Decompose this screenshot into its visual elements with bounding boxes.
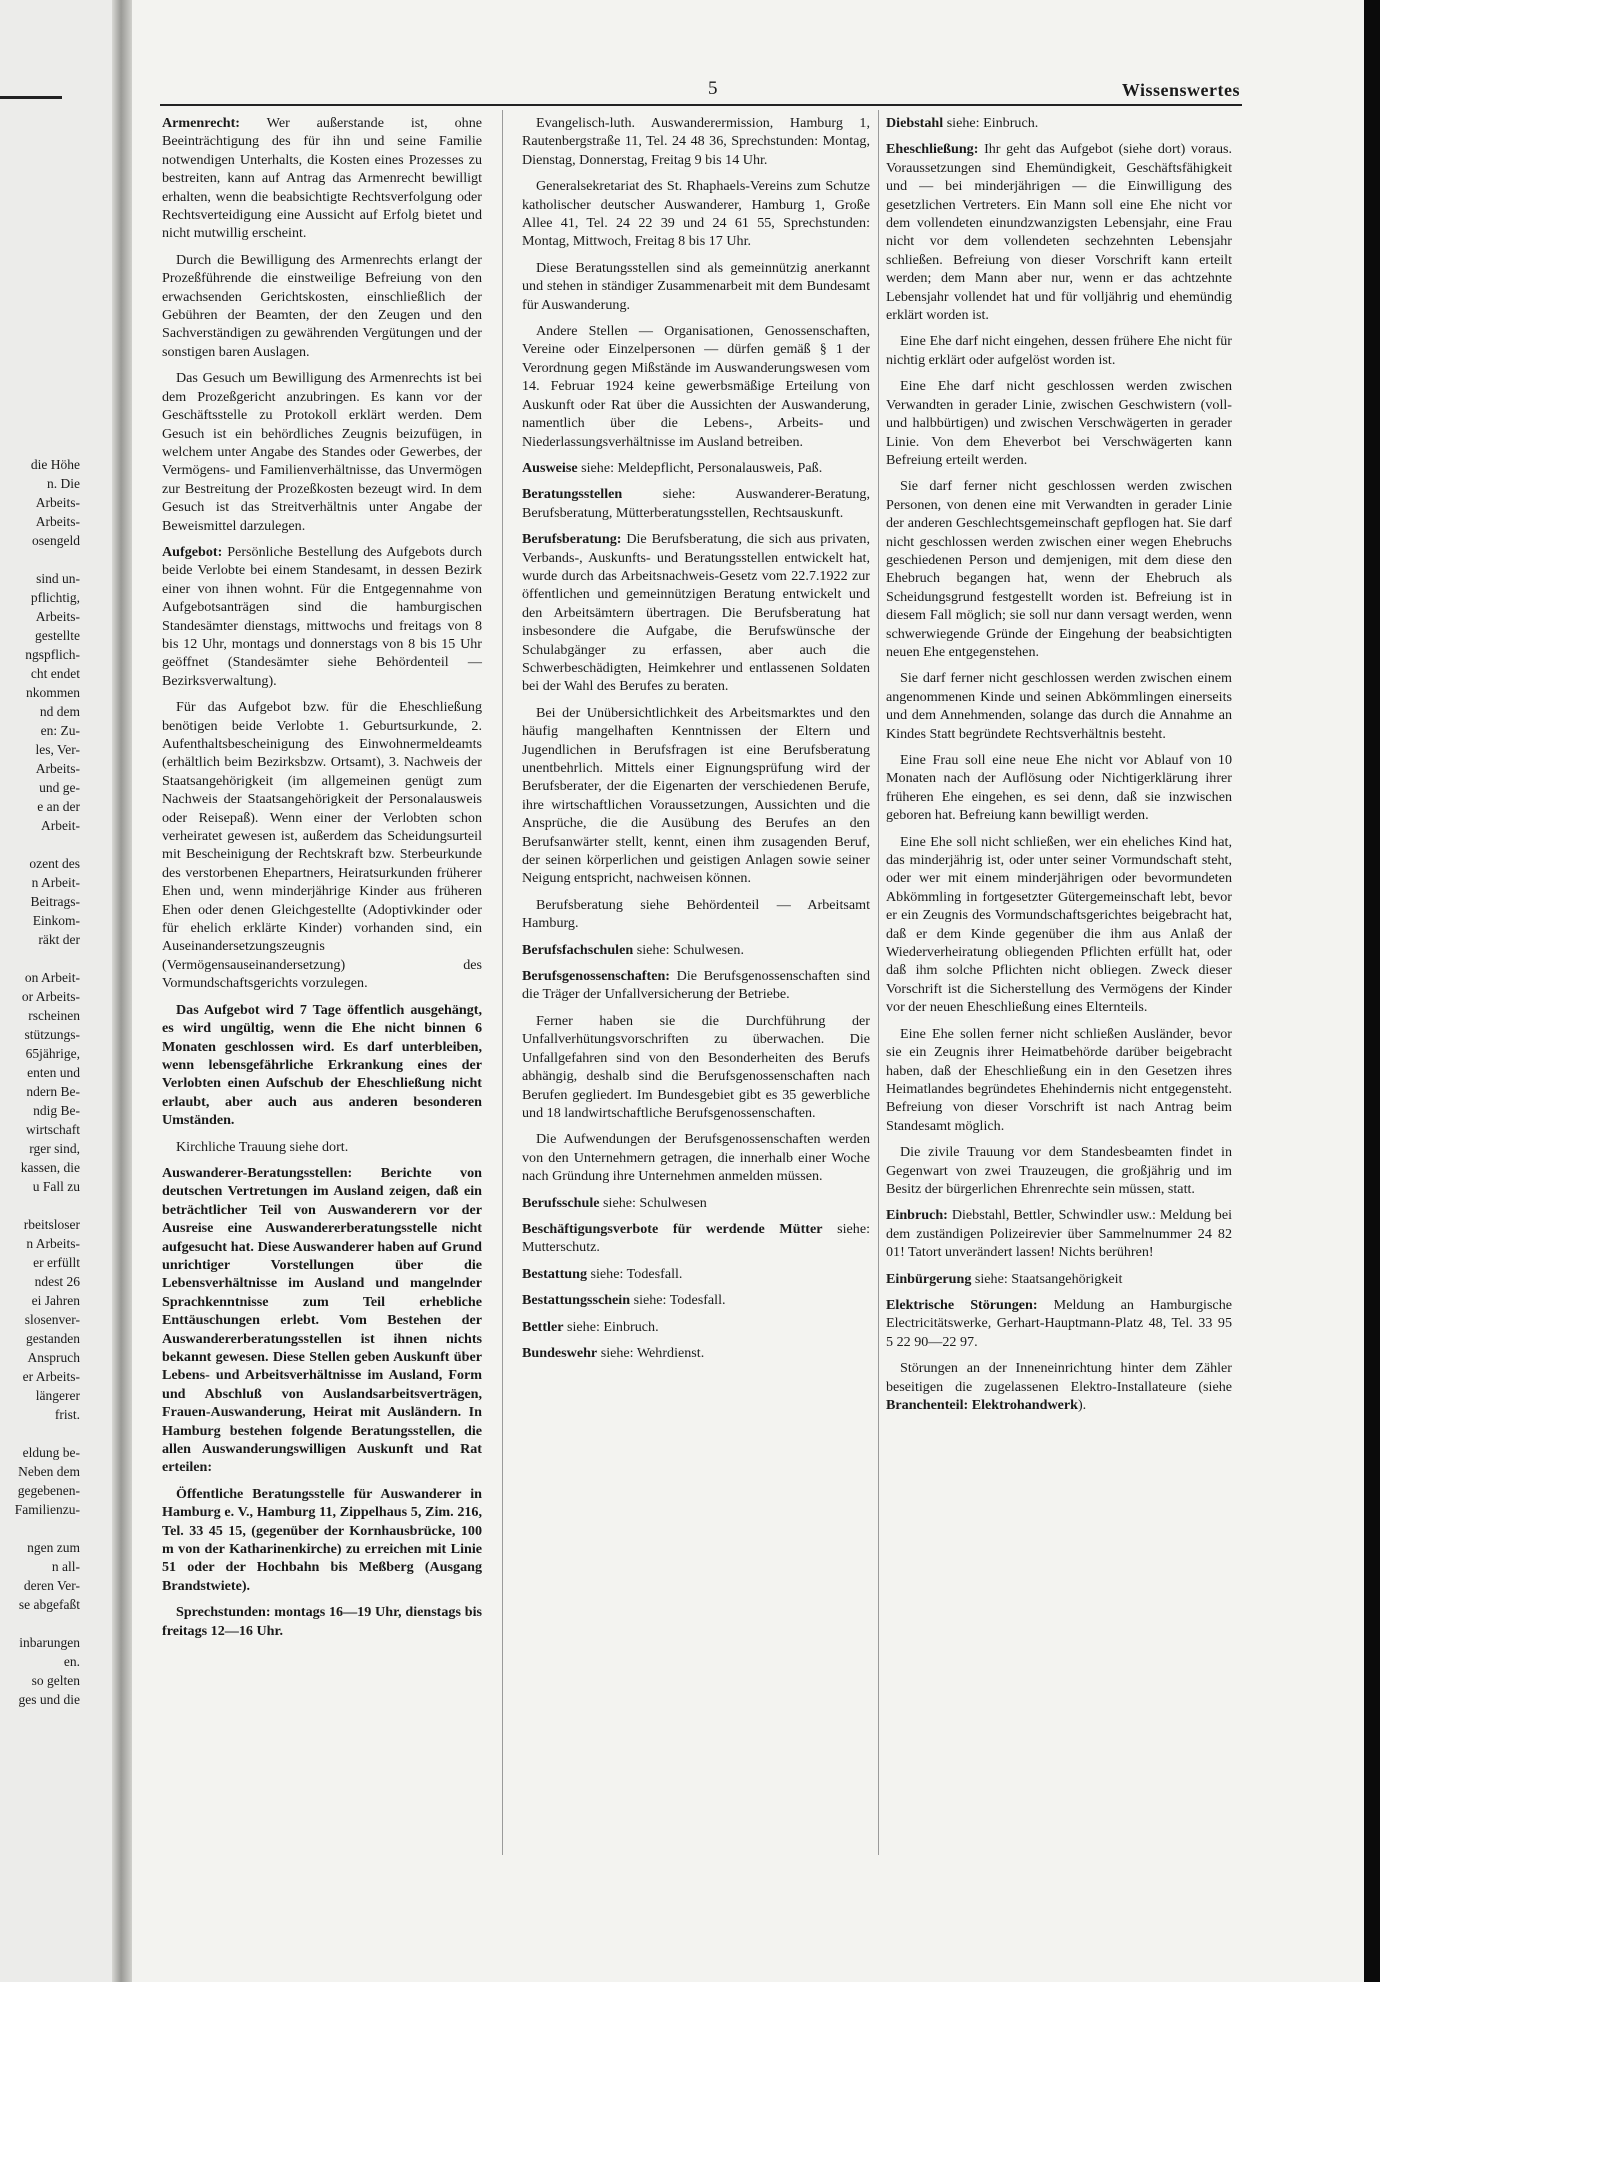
- paragraph: Sprechstunden: montags 16—19 Uhr, dienstags bis freitags 12—16 Uhr.: [162, 1604, 482, 1639]
- previous-page-line: ndig Be-: [33, 1103, 80, 1118]
- entry-einbuergerung: Einbürgerung siehe: Staatsangehörigkeit: [886, 1270, 1123, 1287]
- previous-page-line: osengeld: [32, 533, 80, 548]
- previous-page-line: kassen, die: [20, 1160, 80, 1175]
- entry-term: Auswanderer-Beratungsstellen:: [162, 1164, 353, 1181]
- previous-page-line: ngspflich-: [25, 647, 80, 662]
- previous-page-line: se abgefaßt: [18, 1597, 80, 1612]
- entry-term: Berufsberatung:: [522, 531, 622, 548]
- paragraph: Berufsberatung siehe Behördenteil — Arbeitsamt Hamburg.: [522, 896, 870, 932]
- previous-page-line: cht endet: [30, 666, 80, 681]
- previous-page-line: or Arbeits-: [21, 989, 80, 1004]
- paragraph: Für das Aufgebot bzw. für die Eheschließung benötigen beide Verlobte 1. Geburtsurkunde, 2. Aufenthaltsbescheinigung des Einwohnermeldeamts (erhältlich beim Bezirksbzw. Ortsamt), 3. Nachweis der Staatsangehörigkeit (im allgemeinen genügt zum Nachweis der Staatsangehörigkeit der Personalausweis oder Reisepaß). Wenn einer der Verlobten schon verheiratet gewesen ist, außerdem das Scheidungsurteil mit Bescheinigung der Rechtskraft bzw. Sterbeurkunde des verstorbenen Ehepartners, Heiratsurkunden früherer Ehen und, wenn minderjährige Kinder aus früheren Ehen oder denen Gleichgestellte (Adoptivkinder oder für ehelich erklärte Kinder) vorhanden sind, ein Auseinandersetzungszeugnis (Vermögensauseinandersetzung) des Vormundschaftsgerichts vorzulegen.: [162, 699, 482, 992]
- previous-page-line: ei Jahren: [31, 1293, 80, 1308]
- previous-page-line: on Arbeit-: [24, 970, 80, 985]
- entry-term: Bettler: [522, 1318, 564, 1335]
- column-3: [886, 114, 1232, 1422]
- previous-page-line: die Höhe: [30, 457, 80, 472]
- previous-page-line: deren Ver-: [23, 1578, 80, 1593]
- page-edge: [1364, 0, 1380, 1982]
- previous-page-line: en: Zu-: [40, 723, 80, 738]
- paragraph: Die zivile Trauung vor dem Standesbeamten findet in Gegenwart von zwei Trauzeugen, die großjährig und im Besitz der bürgerlichen Ehrenrechte sein müssen, statt.: [886, 1144, 1232, 1197]
- previous-page-line: ndest 26: [34, 1274, 80, 1289]
- entry-eheschliessung: Eheschließung: Ihr geht das Aufgebot (siehe dort) voraus. Voraussetzungen sind Ehemündigkeit, Geschäftsfähigkeit und — bei minderjährigen — die Einwilligung des gesetzlichen Vertreters. Ein Mann soll eine Ehe nicht vor dem vollendeten einundzwanzigsten Lebensjahr, eine Frau nicht vor dem vollendeten sechzehnten Lebensjahr schließen. Befreiung von dieser Vorschrift kann erteilt werden; dem Mann aber nur, wenn er das achtzehnte Lebensjahr vollendet hat und für volljährig und ehemündig erklärt worden ist.: [886, 141, 1232, 324]
- previous-page-line: gegebenen-: [17, 1483, 80, 1498]
- entry-term: Ausweise: [522, 459, 578, 476]
- previous-page-line: er erfüllt: [33, 1255, 80, 1270]
- previous-page-line: ngen zum: [27, 1540, 80, 1555]
- previous-page-line: Neben dem: [18, 1464, 80, 1479]
- paragraph: Das Gesuch um Bewilligung des Armenrechts ist bei dem Prozeßgericht anzubringen. Es kann vor der Geschäftsstelle zu Protokoll erklärt werden. Dem Gesuch ist ein behördliches Zeugnis beizufügen, in welchem unter Angabe des Standes oder Gewerbes, der Vermögens- und Familienverhältnisse, das Unvermögen zur Bestreitung der Prozeßkosten bezeugt wird. In dem Gesuch ist das Streitverhältnis unter Angabe der Beweismittel darzulegen.: [162, 370, 482, 534]
- previous-page-line: nkommen: [26, 685, 80, 700]
- previous-page-line: Einkom-: [32, 913, 80, 928]
- previous-page-line: so gelten: [31, 1673, 80, 1688]
- previous-page-line: les, Ver-: [35, 742, 80, 757]
- entry-term: Einbürgerung: [886, 1270, 972, 1287]
- entry-bettler: Bettler siehe: Einbruch.: [522, 1318, 659, 1335]
- entry-term: Einbruch:: [886, 1207, 948, 1224]
- entry-term: Branchenteil: Elektrohandwerk: [886, 1397, 1078, 1413]
- previous-page-line: Arbeits-: [35, 609, 80, 624]
- previous-page-line: [0, 550, 80, 569]
- previous-page-line: stützungs-: [24, 1027, 80, 1042]
- previous-page-line: inbarungen: [19, 1635, 80, 1650]
- section-title: Wissenswertes: [1121, 80, 1240, 100]
- paragraph: Eine Ehe darf nicht geschlossen werden zwischen Verwandten in gerader Linie, zwischen Geschwistern (voll- und halbbürtigen) und zwischen Verschwägerten in gerader Linie. Von dem Eheverbot bei Verschwägerten kann Befreiung erteilt werden.: [886, 378, 1232, 468]
- entry-term: Berufsschule: [522, 1194, 600, 1211]
- paragraph: Störungen an der Inneneinrichtung hinter dem Zähler beseitigen die zugelassenen Elektro-Installateure (siehe Branchenteil: Elektrohandwerk).: [886, 1360, 1232, 1413]
- previous-page-line: ges und die: [18, 1692, 80, 1707]
- entry-term: Eheschließung:: [886, 141, 979, 158]
- entry-auswanderer-beratungsstellen: Auswanderer-Beratungsstellen: Berichte von deutschen Vertretungen im Ausland zeigen, daß ein beträchtlicher Teil von Auswanderern vor der Ausreise eine Auswandererberatungsstelle nicht aufgesucht hat. Diese Auswanderer haben auf Grund unrichtiger Vorstellungen über die Lebensverhältnisse im Ausland und mangelnder Sprachkenntnisse zum Teil erhebliche Enttäuschungen erlebt. Vom Bestehen der Auswandererberatungsstellen ist ihnen nichts bekannt gewesen. Diese Stellen geben Auskunft über Lebens- und Arbeitsverhältnisse im Ausland, Form und Abschluß von Auslandsarbeitsverträgen, Frauen-Auswanderung, Heirat mit Ausländern. In Hamburg bestehen folgende Beratungsstellen, die allen Auswanderungswilligen Auskunft und Rat erteilen:: [162, 1164, 482, 1476]
- previous-page-line: Familienzu-: [14, 1502, 80, 1517]
- previous-page-line: u Fall zu: [32, 1179, 80, 1194]
- paragraph: Diese Beratungsstellen sind als gemeinnützig anerkannt und stehen in ständiger Zusammenarbeit mit dem Bundesamt für Auswanderung.: [522, 259, 870, 313]
- paragraph: Andere Stellen — Organisationen, Genossenschaften, Vereine oder Einzelpersonen — dürfen gemäß § 1 der Verordnung gegen Mißstände im Auswanderungswesen vom 14. Februar 1924 keine gewerbsmäßige Erteilung von Auskunft oder Rat über die Aussichten der Auswanderung, namentlich über die Lebens-, Arbeits- und Niederlassungsverhältnisse im Ausland betreiben.: [522, 323, 870, 450]
- entry-aufgebot: Aufgebot: Persönliche Bestellung des Aufgebots durch beide Verlobte bei einem Standesamt, in dessen Bezirk einer von ihnen wohnt. Für die Entgegennahme von Aufgebotsanträgen sind die hamburgischen Standesämter dienstags, mittwochs und freitags von 8 bis 12 Uhr, montags und donnerstags von 8 bis 15 Uhr geöffnet (Standesämter siehe Behördenteil — Bezirksverwaltung).: [162, 543, 482, 689]
- entry-term: Aufgebot:: [162, 543, 223, 560]
- page-number: 5: [708, 78, 718, 99]
- previous-page-line: Arbeits-: [35, 761, 80, 776]
- paragraph: Bei der Unübersichtlichkeit des Arbeitsmarktes und den häufig mangelhaften Kenntnissen der Eltern und Jugendlichen in Berufsfragen ist eine Berufsberatung unentbehrlich. Mittels einer Eignungsprüfung wird der Berufsberater, der die Eigenarten der verschiedenen Berufe, ihre wirtschaftlichen Voraussetzungen, Aussichten und die Ansprüche, die die Ausübung des Berufes an den Berufsanwärter stellt, kennt, einen ihm zusagenden Beruf, der seinen körperlichen und geistigen Anlagen sowie seiner Neigung entspricht, nachweisen können.: [522, 704, 870, 887]
- entry-armenrecht: Armenrecht: Wer außerstande ist, ohne Beeinträchtigung des für ihn und seine Familie notwendigen Unterhalts, die Kosten eines Prozesses zu bestreiten, kann auf Antrag das Armenrecht bewilligt erhalten, wenn die beabsichtigte Rechtsverfolgung oder Rechtsverteidigung eine Aussicht auf Erfolg bietet und nicht mutwillig erscheint.: [162, 115, 482, 242]
- paragraph: Öffentliche Beratungsstelle für Auswanderer in Hamburg e. V., Hamburg 11, Zippelhaus 5, Zim. 216, Tel. 33 45 15, (gegenüber der Kornhausbrücke, 100 m von der Katharinenkirche) zu erreichen mit Linie 51 oder der Hochbahn bis Meßberg (Ausgang Brandstwiete).: [162, 1485, 482, 1594]
- previous-page-line: rscheinen: [28, 1008, 80, 1023]
- column-divider: [502, 110, 503, 1855]
- column-2: [522, 114, 870, 1370]
- entry-einbruch: Einbruch: Diebstahl, Bettler, Schwindler usw.: Meldung bei dem zuständigen Polizeirevier über Sammelnummer 24 82 01! Tatort unverändert lassen! Nichts berühren!: [886, 1207, 1232, 1261]
- previous-page-line: [0, 1614, 80, 1633]
- paragraph: Das Aufgebot wird 7 Tage öffentlich ausgehängt, es wird ungültig, wenn die Ehe nicht binnen 6 Monaten geschlossen wird. Es darf unterbleiben, wenn lebensgefährliche Erkrankung eines der Verlobten einen Aufschub der Eheschließung nicht erlaubt, aber auch aus anderen besonderen Umständen.: [162, 1001, 482, 1129]
- previous-page-line: [0, 949, 80, 968]
- previous-page-rule: [0, 96, 62, 99]
- previous-page-line: Anspruch: [27, 1350, 80, 1365]
- entry-ausweise: Ausweise siehe: Meldepflicht, Personalausweis, Paß.: [522, 459, 823, 476]
- page-fold-shadow: [112, 0, 132, 1982]
- entry-berufsberatung: Berufsberatung: Die Berufsberatung, die sich aus privaten, Verbands-, Auskunfts- und Beratungsstellen entwickelt hat, wurde durch das Arbeitsnachweis-Gesetz vom 22.7.1922 zur öffentlichen und gemeinnützigen Beratung entwickelt und den Arbeitsämtern übertragen. Die Berufsberatung hat insbesondere die Aufgabe, die Berufswünsche der Schulabgänger zu erfassen, aber auch die Schwerbeschädigten, Heimkehrer und entlassenen Soldaten bei der Wahl des Berufes zu beraten.: [522, 531, 870, 695]
- entry-term: Bestattungsschein: [522, 1292, 631, 1309]
- previous-page-line: slosenver-: [24, 1312, 80, 1327]
- previous-page-line: enten und: [27, 1065, 80, 1080]
- previous-page-line: 65jährige,: [25, 1046, 80, 1061]
- previous-page-line: sind un-: [36, 571, 80, 586]
- paragraph: Sie darf ferner nicht geschlossen werden zwischen Personen, von denen eine mit Verwandten in gerader Linie der anderen Geschlechtsgemeinschaft gepflogen hat. Sie darf nicht geschlossen werden zwischen einer wegen Ehebruchs geschiedenen Person und demjenigen, mit dem diese den Ehebruch begangen hat, wenn der Ehebruch als Scheidungsgrund festgestellt worden ist. Befreiung ist in diesem Fall möglich; sie soll nur dann versagt werden, wenn schwerwiegende Gründe der Eingehung der beabsichtigten neuen Ehe entgegenstehen.: [886, 478, 1232, 660]
- entry-beratungsstellen: Beratungsstellen siehe: Auswanderer-Beratung, Berufsberatung, Mütterberatungsstellen, Rechtsauskunft.: [522, 486, 870, 521]
- column-1: [162, 114, 482, 1648]
- previous-page-line: [0, 1424, 80, 1443]
- entry-bestattungsschein: Bestattungsschein siehe: Todesfall.: [522, 1292, 726, 1309]
- previous-page-strip: [0, 0, 112, 1982]
- entry-berufsschule: Berufsschule siehe: Schulwesen: [522, 1194, 707, 1211]
- entry-term: Berufsgenossenschaften:: [522, 968, 670, 985]
- previous-page-line: rbeitsloser: [23, 1217, 80, 1232]
- previous-page-line: er Arbeits-: [22, 1369, 80, 1384]
- previous-page-line: räkt der: [38, 932, 80, 947]
- paragraph: Eine Ehe sollen ferner nicht schließen Ausländer, bevor sie ein Zeugnis ihrer Heimatbehörde darüber beigebracht haben, daß der Eheschließung ein in den Gesetzen ihres Heimatlandes begründetes Ehehindernis nicht entgegensteht. Befreiung von dieser Vorschrift ist nach Antrag beim Standesamt möglich.: [886, 1025, 1232, 1134]
- previous-page-line: n Arbeits-: [26, 1236, 80, 1251]
- paragraph: Durch die Bewilligung des Armenrechts erlangt der Prozeßführende die einstweilige Befreiung von den erwachsenden Gerichtskosten, einschließlich der Gebühren der Beamten, der den Zeugen und den Sachverständigen zu gewährenden Vergütungen und der sonstigen baren Auslagen.: [162, 251, 482, 360]
- previous-page-line: rger sind,: [29, 1141, 80, 1156]
- previous-page-line: e an der: [37, 799, 80, 814]
- entry-berufsfachschulen: Berufsfachschulen siehe: Schulwesen.: [522, 941, 744, 958]
- previous-page-line: pflichtig,: [30, 590, 80, 605]
- entry-term: Elektrische Störungen:: [886, 1296, 1038, 1313]
- previous-page-line: n. Die: [47, 476, 80, 491]
- paragraph: Ferner haben sie die Durchführung der Unfallverhütungsvorschriften zu überwachen. Die Unfallgefahren sind von den Besonderheiten des Berufs abhängig, deshalb sind die Berufsgenossenschaften nach Berufen gegliedert. Im Bundesgebiet gibt es 35 gewerbliche und 18 landwirtschaftliche Berufsgenossenschaften.: [522, 1012, 870, 1121]
- paragraph: Die Aufwendungen der Berufsgenossenschaften werden von den Unternehmern getragen, die innerhalb einer Woche nach Gründung ihre Unternehmen anmelden müssen.: [522, 1131, 870, 1185]
- paragraph: Sie darf ferner nicht geschlossen werden zwischen einem angenommenen Kinde und seinen Abkömmlingen einerseits und dem Annehmenden, solange das durch die Annahme an Kindes Statt begründete Rechtsverhältnis besteht.: [886, 670, 1232, 742]
- entry-term: Berufsfachschulen: [522, 941, 634, 958]
- entry-term: Diebstahl: [886, 115, 944, 131]
- previous-page-line: Arbeit-: [41, 818, 80, 833]
- previous-page-line: wirtschaft: [26, 1122, 80, 1137]
- paragraph: Eine Ehe soll nicht schließen, wer ein eheliches Kind hat, das minderjährig ist, oder unter seiner Vormundschaft steht, oder wer mit einem minderjährigen oder bevormundeten Abkömmling in fortgesetzter Gütergemeinschaft lebt, bevor er ein Zeugnis des Vormundschaftsgerichtes beigebracht hat, daß er dem Kinde gegenüber die ihm aus Anlaß der Wiederverheiratung obliegenden Pflichten erfüllt hat, oder daß ihm solche Pflichten nicht obliegen. Zweck dieser Vorschrift ist die Sicherstellung des Vermögens der Kinder vor der neuen Eheschließung eines Elternteils.: [886, 833, 1232, 1016]
- previous-page-line: Beitrags-: [30, 894, 80, 909]
- entry-bundeswehr: Bundeswehr siehe: Wehrdienst.: [522, 1344, 705, 1361]
- previous-page-line: frist.: [54, 1407, 80, 1422]
- entry-berufsgenossenschaften: Berufsgenossenschaften: Die Berufsgenossenschaften sind die Träger der Unfallversicherung der Betriebe.: [522, 968, 870, 1003]
- entry-bestattung: Bestattung siehe: Todesfall.: [522, 1265, 683, 1282]
- previous-page-line: [0, 1519, 80, 1538]
- column-divider: [878, 110, 879, 1855]
- paragraph: Generalsekretariat des St. Rhaphaels-Vereins zum Schutze katholischer deutscher Auswanderer, Hamburg 1, Große Allee 41, Tel. 24 22 39 und 24 61 55, Sprechstunden: Montag, Mittwoch, Freitag 8 bis 17 Uhr.: [522, 178, 870, 250]
- previous-page-line: ndern Be-: [26, 1084, 80, 1099]
- previous-page-line: [0, 1196, 80, 1215]
- previous-page-line: n Arbeit-: [31, 875, 80, 890]
- previous-page-line: n all-: [51, 1559, 80, 1574]
- previous-page-line: ozent des: [29, 856, 80, 871]
- header-rule: [160, 104, 1242, 106]
- previous-page-line: Arbeits-: [35, 514, 80, 529]
- previous-page-line: und ge-: [39, 780, 80, 795]
- paragraph: Eine Ehe darf nicht eingehen, dessen frühere Ehe nicht für nichtig erklärt oder aufgelöst worden ist.: [886, 333, 1232, 368]
- entry-beschaeftigungsverbote: Beschäftigungsverbote für werdende Mütter siehe: Mutterschutz.: [522, 1220, 870, 1256]
- previous-page-line: Arbeits-: [35, 495, 80, 510]
- previous-page-line: nd dem: [39, 704, 80, 719]
- paragraph: Eine Frau soll eine neue Ehe nicht vor Ablauf von 10 Monaten nach der Auflösung oder Nichtigerklärung ihrer früheren Ehe eingehen, es sei denn, daß sie inzwischen geboren hat. Befreiung kann bewilligt werden.: [886, 752, 1232, 824]
- paragraph: Evangelisch-luth. Auswanderermission, Hamburg 1, Rautenbergstraße 11, Tel. 24 48 36, Sprechstunden: Montag, Dienstag, Donnerstag, Freitag 9 bis 14 Uhr.: [522, 115, 870, 168]
- entry-term: Beschäftigungsverbote für werdende Mütter: [522, 1220, 823, 1237]
- entry-elektrische-stoerungen: Elektrische Störungen: Meldung an Hamburgische Electricitätswerke, Gerhart-Hauptmann-Platz 48, Tel. 33 95 5 22 90—22 97.: [886, 1296, 1232, 1350]
- entry-diebstahl: Diebstahl siehe: Einbruch.: [886, 115, 1039, 131]
- entry-term: Bundeswehr: [522, 1344, 598, 1361]
- entry-term: Bestattung: [522, 1265, 587, 1282]
- previous-page-line: en.: [63, 1654, 80, 1669]
- previous-page-line: gestellte: [35, 628, 80, 643]
- entry-term: Beratungsstellen: [522, 486, 623, 503]
- previous-page-line: eldung be-: [22, 1445, 80, 1460]
- entry-term: Armenrecht:: [162, 115, 241, 131]
- previous-page-line: längerer: [35, 1388, 80, 1403]
- paragraph: Kirchliche Trauung siehe dort.: [176, 1138, 349, 1155]
- previous-page-line: [0, 835, 80, 854]
- previous-page-text: [0, 455, 80, 1709]
- previous-page-line: gestanden: [26, 1331, 80, 1346]
